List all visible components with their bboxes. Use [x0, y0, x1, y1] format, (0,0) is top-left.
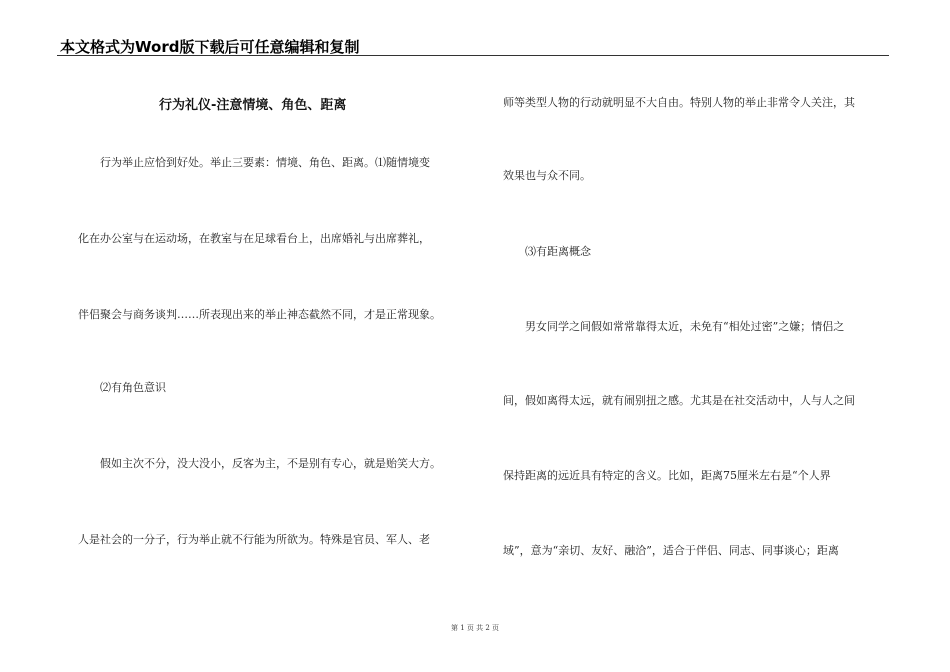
right-line-2: 效果也与众不同。	[503, 169, 591, 182]
banner-divider	[57, 55, 889, 56]
left-line-4: ⑵有角色意识	[100, 381, 166, 394]
left-line-5: 假如主次不分，没大没小，反客为主，不是别有专心，就是贻笑大方。	[100, 457, 441, 470]
left-line-1: 行为举止应恰到好处。举止三要素：情境、角色、距离。⑴随情境变	[100, 156, 430, 169]
left-line-3: 伴侣聚会与商务谈判……所表现出来的举止神态截然不同，才是正常现象。	[78, 308, 441, 321]
document-title: 行为礼仪-注意情境、角色、距离	[159, 98, 347, 113]
right-line-3: ⑶有距离概念	[525, 245, 591, 258]
right-line-1: 师等类型人物的行动就明显不大自由。特别人物的举止非常令人关注，其	[503, 96, 855, 109]
left-line-2: 化在办公室与在运动场，在教室与在足球看台上，出席婚礼与出席葬礼，	[78, 232, 430, 245]
right-line-5: 间，假如离得太远，就有闹别扭之感。尤其是在社交活动中，人与人之间	[503, 394, 855, 407]
left-line-6: 人是社会的一分子，行为举止就不行能为所欲为。特殊是官员、军人、老	[78, 533, 430, 546]
page-number-footer: 第 1 页 共 2 页	[450, 624, 500, 632]
right-line-6: 保持距离的远近具有特定的含义。比如，距离75厘米左右是“个人界	[503, 469, 831, 482]
right-line-7: 域”，意为“亲切、友好、融洽”，适合于伴侣、同志、同事谈心；距离	[503, 544, 839, 557]
right-line-4: 男女同学之间假如常常靠得太近，未免有“相处过密”之嫌；情侣之	[525, 320, 845, 333]
document-banner: 本文格式为Word版下载后可任意编辑和复制	[60, 38, 360, 56]
